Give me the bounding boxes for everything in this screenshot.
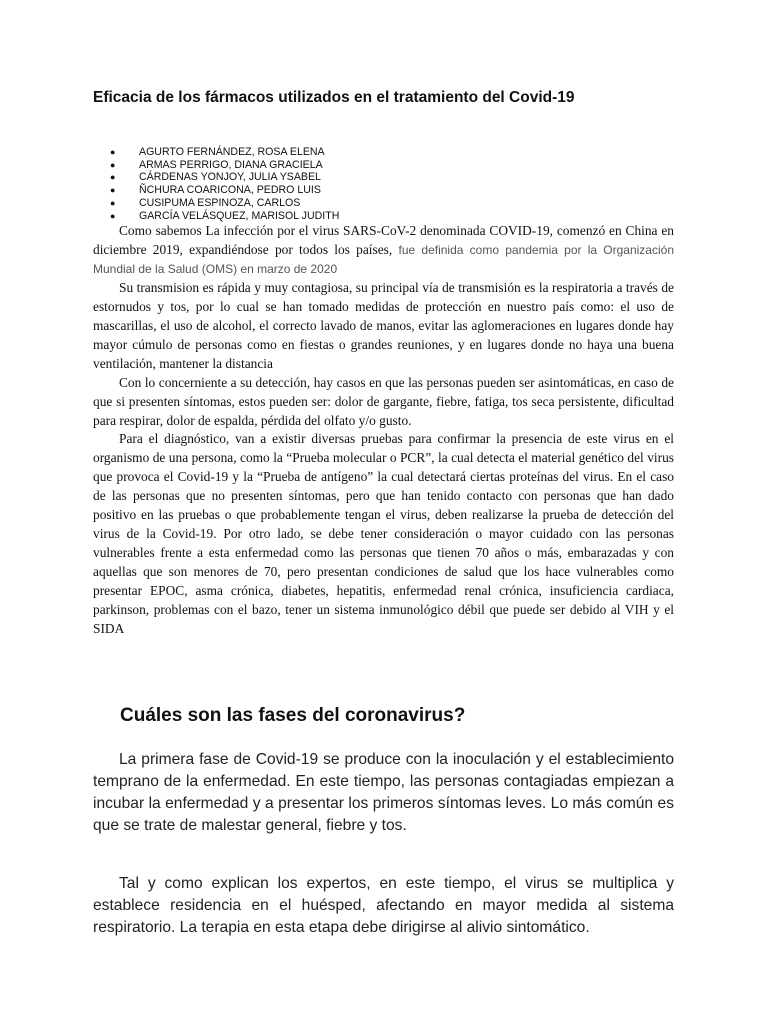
author-item: [110, 146, 339, 159]
author-item: [110, 171, 339, 184]
section-body-1: [93, 749, 674, 837]
paragraph-detection: Con lo concerniente a su detección, hay casos en que las personas pueden ser asintomáticas, en caso de que si presenten síntomas, estos pueden ser: dolor de gargante, fiebre, fatiga, tos seca persistente, dificultad para respirar, dolor de espalda, pérdida del olfato y/o gusto.: [93, 374, 674, 428]
author-name: AGURTO FERNÁNDEZ, ROSA ELENA: [139, 146, 325, 158]
author-item: [110, 210, 339, 223]
author-name: GARCÍA VELÁSQUEZ, MARISOL JUDITH: [139, 209, 340, 222]
paragraph-transmission: Su transmision es rápida y muy contagiosa, su principal vía de transmisión es la respiratoria a través de estornudos y tos, por lo cual se han tomado medidas de protección en nuestro país como: el uso de mascarillas, el uso de alcohol, el correcto lavado de manos, evitar las aglomeraciones en lugares donde hay mayor cúmulo de personas como en fiestas o grandes reuniones, y en lugares donde no haya una buena ventilación, mantener la distancia: [93, 279, 674, 371]
author-item: [110, 184, 339, 197]
section-body-2: [93, 873, 674, 939]
bullet-icon: ●: [110, 185, 116, 196]
section-heading: Cuáles son las fases del coronavirus?: [120, 705, 466, 726]
bullet-icon: ●: [110, 197, 116, 208]
author-name: ARMAS PERRIGO, DIANA GRACIELA: [139, 158, 323, 171]
author-name: ÑCHURA COARICONA, PEDRO LUIS: [139, 184, 321, 197]
bullet-icon: ●: [110, 159, 116, 170]
author-item: [110, 159, 339, 172]
paragraph-diagnosis: Para el diagnóstico, van a existir diversas pruebas para confirmar la presencia de este virus en el organismo de una persona, como la “Prueba molecular o PCR”, la cual detecta el material genético del virus que provoca el Covid-19 y la “Prueba de antígeno” la cual detectará ciertas proteínas del virus. En el caso de las personas que no presenten síntomas, pero que han tenido contacto con personas que han dado positivo en las pruebas o que probablemente tengan el virus, deben realizarse la prueba de detección del virus de la Covid-19. Por otro lado, se debe tener consideración o mayor cuidado con las personas vulnerables frente a esta enfermedad como las personas que tienen 70 años o más, embarazadas y con aquellas que son menores de 70, pero presentan condiciones de salud que los hace vulnerables como presentar EPOC, asma crónica, diabetes, hepatitis, enfermedad renal crónica, insuficiencia cardiaca, parkinson, problemas con el bazo, tener un sistema inmunológico débil que puede ser debido al VIH y el SIDA: [93, 431, 674, 637]
bullet-icon: ●: [110, 172, 116, 183]
paragraph-experts: Tal y como explican los expertos, en este tiempo, el virus se multiplica y establece residencia en el huésped, afectando en mayor medida al sistema respiratorio. La terapia en esta etapa debe dirigirse al alivio sintomático.: [93, 875, 674, 936]
author-name: CUSIPUMA ESPINOZA, CARLOS: [139, 196, 301, 209]
paragraph-intro-text: Como sabemos La infección por el virus SARS-CoV-2 denominada COVID-19, comenzó en China en diciembre 2019, expandiéndose por todos los países,: [93, 223, 674, 257]
paragraph-intro-grey-text: fue definida como pandemia por la Organización Mundial de la Salud (OMS) en marzo de 2020: [93, 242, 674, 276]
document-title: Eficacia de los fármacos utilizados en el tratamiento del Covid-19: [93, 89, 575, 106]
author-name: CÁRDENAS YONJOY, JULIA YSABEL: [139, 171, 321, 184]
paragraph-phase-one: La primera fase de Covid-19 se produce con la inoculación y el establecimiento temprano de la enfermedad. En este tiempo, las personas contagiadas empiezan a incubar la enfermedad y a presentar los primeros síntomas leves. Lo más común es que se trate de malestar general, fiebre y tos.: [93, 751, 674, 834]
author-item: [110, 197, 339, 210]
paragraph-intro: [93, 222, 674, 279]
bullet-icon: ●: [110, 147, 116, 157]
intro-body: [93, 222, 674, 639]
author-list: [110, 146, 339, 222]
bullet-icon: ●: [110, 210, 116, 221]
